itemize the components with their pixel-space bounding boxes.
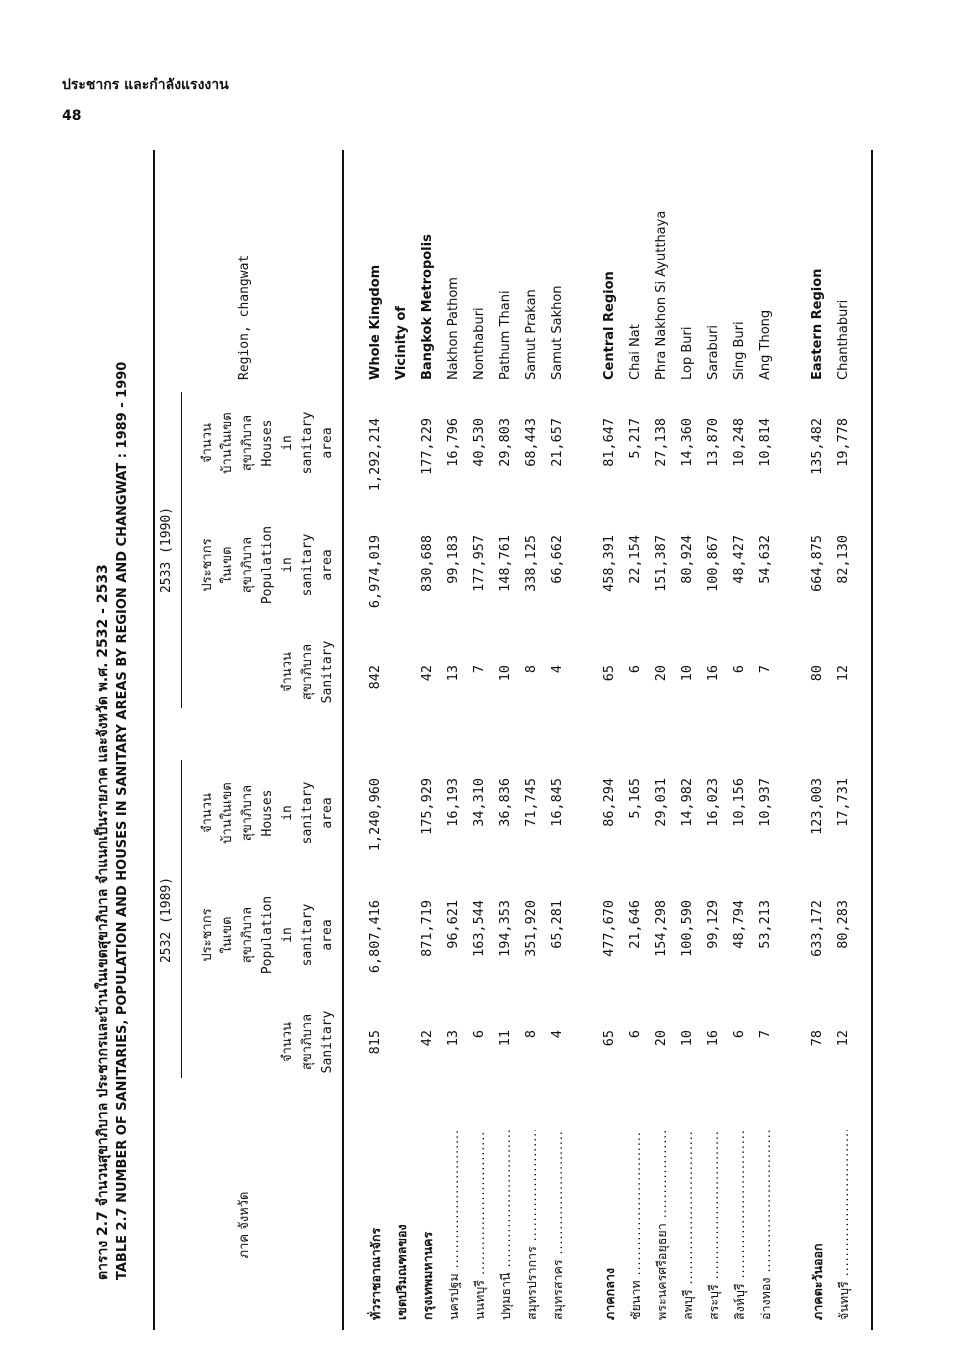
cell-region-english: Sing Buri	[732, 321, 747, 380]
table-row	[367, 150, 385, 1330]
cell-h90: 1,292,214	[367, 418, 383, 492]
cell-s90: 6	[731, 665, 747, 674]
cell-region-thai: เขตปริมณฑลของ	[394, 1224, 409, 1320]
cell-s89: 13	[445, 1030, 461, 1047]
cell-s90: 4	[549, 665, 565, 674]
cell-h89: 123,003	[809, 778, 825, 835]
cell-s90: 7	[757, 665, 773, 674]
cell-region-english: Eastern Region	[810, 268, 825, 380]
table-row	[497, 150, 515, 1330]
cell-s90: 6	[627, 665, 643, 674]
cell-h90: 13,870	[705, 418, 721, 467]
table-row	[445, 150, 463, 1330]
table-row	[575, 150, 593, 1330]
cell-p89: 633,172	[809, 900, 825, 957]
cell-region-english: Lop Buri	[680, 326, 695, 380]
cell-h90: 40,530	[471, 418, 487, 467]
cell-h90: 16,796	[445, 418, 461, 467]
cell-h90: 81,647	[601, 418, 617, 467]
cell-s90: 42	[419, 665, 435, 682]
cell-p89: 194,353	[497, 900, 513, 957]
subheader-population-1989-line: Population	[260, 895, 275, 975]
cell-p89: 21,646	[627, 900, 643, 949]
table-row	[393, 150, 411, 1330]
cell-h90: 135,482	[809, 418, 825, 475]
subheader-houses-1990-line: Houses	[260, 419, 275, 467]
table-row	[419, 150, 437, 1330]
cell-s89: 12	[835, 1030, 851, 1047]
header-year-1989: 2532 (1989)	[159, 876, 174, 964]
subheader-sanitary-1990-line: สุขาภิบาล	[300, 643, 315, 701]
cell-p89: 163,544	[471, 900, 487, 957]
cell-region-english: Phra Nakhon Si Ayutthaya	[654, 210, 669, 380]
subheader-population-1989-line: ในเขต	[220, 916, 235, 954]
cell-h90: 10,814	[757, 418, 773, 467]
table-row	[835, 150, 853, 1330]
cell-region-thai: สระบุรี .....	[705, 1130, 722, 1320]
cell-region-thai: กรุงเทพมหานคร	[420, 1231, 435, 1320]
cell-p89: 6,807,416	[367, 900, 383, 974]
subheader-houses-1989-line: area	[320, 797, 335, 829]
cell-p89: 100,590	[679, 900, 695, 957]
cell-h90: 5,217	[627, 418, 643, 459]
subheader-sanitary-1989-line: สุขาภิบาล	[300, 1013, 315, 1071]
page-number: 48	[62, 108, 82, 124]
table-row	[679, 150, 697, 1330]
cell-s90: 12	[835, 665, 851, 682]
cell-p89: 48,794	[731, 900, 747, 949]
cell-h90: 10,248	[731, 418, 747, 467]
cell-s90: 10	[497, 665, 513, 682]
subheader-houses-1989-line: สุขาภิบาล	[240, 784, 255, 842]
cell-p89: 477,670	[601, 900, 617, 957]
cell-region-english: Saraburi	[706, 325, 721, 380]
cell-region-english: Samut Prakan	[524, 289, 539, 380]
table-row	[627, 150, 645, 1330]
cell-p90: 148,761	[497, 535, 513, 592]
cell-region-english: Nonthaburi	[472, 307, 487, 380]
cell-region-thai: จันทบุรี .....	[835, 1130, 852, 1320]
table-row	[783, 150, 801, 1330]
cell-s89: 4	[549, 1030, 565, 1039]
cell-h89: 5,165	[627, 778, 643, 819]
top-rule	[153, 150, 155, 1330]
subheader-population-1990-line: ประชากร	[200, 538, 215, 592]
cell-region-thai: พระนครศรีอยุธยา .....	[653, 1130, 670, 1320]
cell-h89: 10,937	[757, 778, 773, 827]
cell-p89: 53,213	[757, 900, 773, 949]
cell-s90: 8	[523, 665, 539, 674]
cell-s89: 10	[679, 1030, 695, 1047]
table-row	[705, 150, 723, 1330]
subheader-houses-1990-line: สุขาภิบาล	[240, 414, 255, 472]
cell-s89: 8	[523, 1030, 539, 1039]
cell-region-thai: ปทุมธานี .....	[497, 1130, 514, 1320]
cell-s90: 842	[367, 665, 383, 690]
cell-p90: 664,875	[809, 535, 825, 592]
cell-s89: 65	[601, 1030, 617, 1047]
cell-p90: 6,974,019	[367, 535, 383, 609]
cell-p89: 96,621	[445, 900, 461, 949]
cell-region-thai: ภาคกลาง	[602, 1268, 617, 1320]
cell-region-thai: สมุทรสาคร .....	[549, 1130, 566, 1320]
cell-s90: 20	[653, 665, 669, 682]
cell-h90: 21,657	[549, 418, 565, 467]
cell-region-thai: นนทบุรี .....	[471, 1130, 488, 1320]
cell-h89: 71,745	[523, 778, 539, 827]
subheader-population-1989-line: in	[280, 927, 295, 943]
cell-p90: 48,427	[731, 535, 747, 584]
cell-h89: 17,731	[835, 778, 851, 827]
cell-h89: 36,836	[497, 778, 513, 827]
cell-region-thai: ชัยนาท .....	[627, 1130, 644, 1320]
cell-p90: 151,387	[653, 535, 669, 592]
cell-p90: 22,154	[627, 535, 643, 584]
subheader-sanitary-1990-line: จำนวน	[280, 652, 295, 692]
rotated-table	[95, 150, 875, 1330]
cell-p90: 80,924	[679, 535, 695, 584]
cell-s90: 7	[471, 665, 487, 674]
subheader-houses-1990-line: บ้านในเขต	[220, 412, 235, 474]
cell-s89: 78	[809, 1030, 825, 1047]
subheader-houses-1989-line: บ้านในเขต	[220, 782, 235, 844]
cell-s89: 11	[497, 1030, 513, 1047]
cell-h89: 16,193	[445, 778, 461, 827]
cell-p89: 80,283	[835, 900, 851, 949]
cell-h89: 14,982	[679, 778, 695, 827]
cell-p89: 99,129	[705, 900, 721, 949]
table-row	[549, 150, 567, 1330]
table-caption-thai: ตาราง 2.7 จำนวนสุขาภิบาล ประชากรและบ้านในเขตสุขาภิบาล จำแนกเป็นรายภาค และจังหวัด พ.ศ. 2532 - 2533	[95, 564, 111, 1280]
cell-p90: 99,183	[445, 535, 461, 584]
subheader-houses-1989-line: sanitary	[300, 781, 315, 845]
cell-region-thai: อ่างทอง .....	[757, 1130, 774, 1320]
subheader-population-1990-line: ในเขต	[220, 546, 235, 584]
cell-region-english: Whole Kingdom	[368, 264, 383, 380]
cell-region-thai: ภาคตะวันออก	[810, 1243, 825, 1320]
cell-region-english: Bangkok Metropolis	[420, 234, 435, 380]
cell-h90: 29,803	[497, 418, 513, 467]
cell-h89: 86,294	[601, 778, 617, 827]
cell-region-english: Vicinity of	[394, 306, 409, 380]
subheader-sanitary-1990-line: Sanitary	[320, 640, 335, 704]
year-1989-rule	[181, 760, 182, 1078]
cell-region-english: Central Region	[602, 271, 617, 380]
cell-s90: 13	[445, 665, 461, 682]
cell-p90: 54,632	[757, 535, 773, 584]
subheader-sanitary-1989-line: Sanitary	[320, 1010, 335, 1074]
cell-s89: 42	[419, 1030, 435, 1047]
cell-s89: 6	[471, 1030, 487, 1039]
subheader-population-1989-line: ประชากร	[200, 908, 215, 962]
cell-p90: 338,125	[523, 535, 539, 592]
table-row	[601, 150, 619, 1330]
cell-p89: 871,719	[419, 900, 435, 957]
cell-p90: 100,867	[705, 535, 721, 592]
table-row	[809, 150, 827, 1330]
cell-s89: 6	[627, 1030, 643, 1039]
bottom-rule	[871, 150, 873, 1330]
subheader-sanitary-1989-line: จำนวน	[280, 1022, 295, 1062]
subheader-population-1990-line: in	[280, 557, 295, 573]
table-row	[731, 150, 749, 1330]
cell-h89: 10,156	[731, 778, 747, 827]
year-1990-rule	[181, 392, 182, 708]
cell-h90: 177,229	[419, 418, 435, 475]
cell-h89: 1,240,960	[367, 778, 383, 852]
cell-s89: 6	[731, 1030, 747, 1039]
table-row	[757, 150, 775, 1330]
cell-p90: 177,957	[471, 535, 487, 592]
cell-region-thai: สิงห์บุรี .....	[731, 1130, 748, 1320]
cell-s89: 16	[705, 1030, 721, 1047]
cell-h90: 68,443	[523, 418, 539, 467]
table-row	[653, 150, 671, 1330]
cell-region-english: Nakhon Pathom	[446, 277, 461, 380]
cell-region-english: Chai Nat	[628, 324, 643, 380]
cell-h89: 175,929	[419, 778, 435, 835]
subheader-population-1989-line: สุขาภิบาล	[240, 906, 255, 964]
cell-s90: 80	[809, 665, 825, 682]
table-row	[471, 150, 489, 1330]
cell-region-english: Ang Thong	[758, 309, 773, 380]
cell-region-thai: ทั่วราชอาณาจักร	[368, 1227, 383, 1320]
subheader-population-1989-line: area	[320, 919, 335, 951]
cell-s89: 7	[757, 1030, 773, 1039]
subheader-houses-1990-line: in	[280, 435, 295, 451]
cell-s90: 16	[705, 665, 721, 682]
cell-p90: 66,662	[549, 535, 565, 584]
cell-p89: 351,920	[523, 900, 539, 957]
cell-s90: 65	[601, 665, 617, 682]
cell-h90: 27,138	[653, 418, 669, 467]
table-row	[523, 150, 541, 1330]
cell-h89: 34,310	[471, 778, 487, 827]
cell-region-english: Samut Sakhon	[550, 285, 565, 380]
subheader-houses-1990-line: sanitary	[300, 411, 315, 475]
cell-h89: 16,845	[549, 778, 565, 827]
subheader-houses-1989-line: Houses	[260, 789, 275, 837]
subheader-population-1990-line: sanitary	[300, 533, 315, 597]
cell-p89: 65,281	[549, 900, 565, 949]
cell-h90: 14,360	[679, 418, 695, 467]
cell-p90: 830,688	[419, 535, 435, 592]
cell-region-thai: ลพบุรี .....	[679, 1130, 696, 1320]
cell-region-english: Pathum Thani	[498, 290, 513, 380]
cell-h89: 16,023	[705, 778, 721, 827]
table-caption-english: TABLE 2.7 NUMBER OF SANITARIES, POPULATION AND HOUSES IN SANITARY AREAS BY REGION AND CHANGWAT : 1989 - 1990	[115, 361, 130, 1280]
subheader-population-1989-line: sanitary	[300, 903, 315, 967]
header-year-1990: 2533 (1990)	[159, 506, 174, 594]
cell-p90: 82,130	[835, 535, 851, 584]
subheader-population-1990-line: สุขาภิบาล	[240, 536, 255, 594]
subheader-population-1990-line: Population	[260, 525, 275, 605]
cell-h89: 29,031	[653, 778, 669, 827]
cell-s90: 10	[679, 665, 695, 682]
subheader-houses-1990-line: area	[320, 427, 335, 459]
cell-p90: 458,391	[601, 535, 617, 592]
header-region-english: Region, changwat	[237, 254, 252, 380]
subheader-houses-1990-line: จำนวน	[200, 423, 215, 463]
subheader-houses-1989-line: in	[280, 805, 295, 821]
subheader-population-1990-line: area	[320, 549, 335, 581]
cell-s89: 20	[653, 1030, 669, 1047]
cell-region-thai: นครปฐม .....	[445, 1130, 462, 1320]
cell-region-thai: สมุทรปราการ .....	[523, 1130, 540, 1320]
running-header: ประชากร และกำลังแรงงาน	[62, 77, 229, 93]
header-bottom-rule	[342, 150, 344, 1330]
subheader-houses-1989-line: จำนวน	[200, 793, 215, 833]
cell-h90: 19,778	[835, 418, 851, 467]
header-region-thai: ภาค จังหวัด	[237, 1191, 252, 1259]
cell-s89: 815	[367, 1030, 383, 1055]
cell-region-english: Chanthaburi	[836, 299, 851, 380]
cell-p89: 154,298	[653, 900, 669, 957]
